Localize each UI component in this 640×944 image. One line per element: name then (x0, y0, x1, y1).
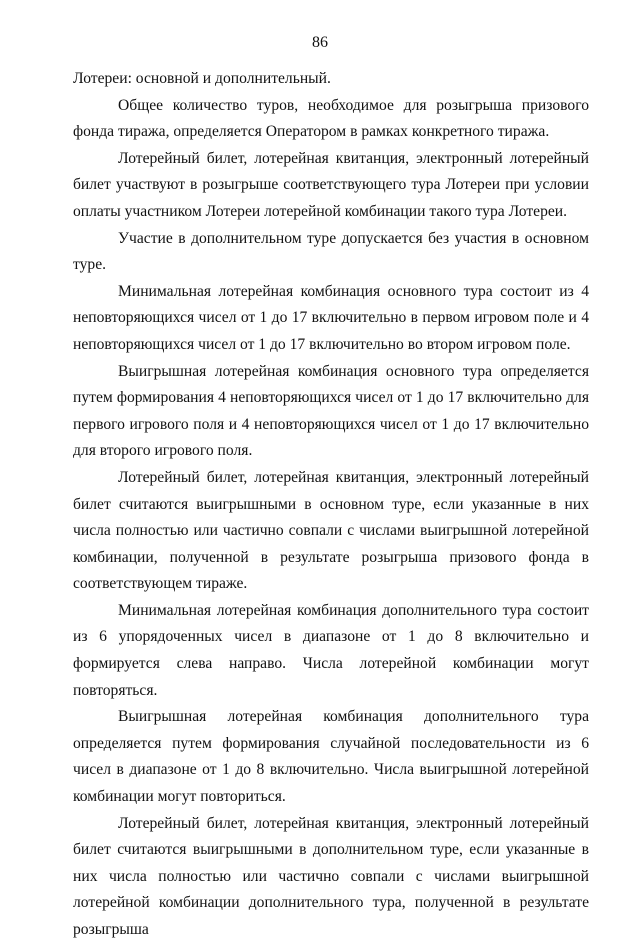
paragraph-participation-payment: Лотерейный билет, лотерейная квитанция, электронный лотерейный билет участвуют в розыгрыше соответствующего тура Лотереи при условии оплаты участником Лотереи лотерейной комбинации такого тура Лотереи. (73, 149, 589, 220)
paragraph-main-winning-combination: Выигрышная лотерейная комбинация основного тура определяется путем формирования 4 неповторяющихся чисел от 1 до 17 включительно для первого игрового поля и 4 неповторяющихся чисел от 1 до 17 включительно для второго игрового поля. (73, 362, 589, 460)
paragraph-additional-round: Участие в дополнительном туре допускается без участия в основном туре. (73, 229, 589, 274)
page-number: 86 (312, 34, 328, 51)
paragraph-additional-winning-tickets: Лотерейный билет, лотерейная квитанция, электронный лотерейный билет считаются выигрышными в дополнительном туре, если указанные в них числа полностью или частично совпали с числами выигрышной лотерейной комбинации дополнительного тура, полученной в результате розыгрыша (73, 814, 589, 938)
paragraph-additional-min-combination: Минимальная лотерейная комбинация дополнительного тура состоит из 6 упорядоченных чисел в диапазоне от 1 до 8 включительно и формируется слева направо. Числа лотерейной комбинации могут повторяться. (73, 601, 589, 699)
paragraph-rounds-count: Общее количество туров, необходимое для розыгрыша призового фонда тиража, определяется Оператором в рамках конкретного тиража. (73, 96, 589, 141)
document-body (73, 66, 589, 944)
paragraph-main-winning-tickets: Лотерейный билет, лотерейная квитанция, электронный лотерейный билет считаются выигрышными в основном туре, если указанные в них числа полностью или частично совпали с числами выигрышной лотерейной комбинации, полученной в результате розыгрыша призового фонда в соответствующем тираже. (73, 468, 589, 593)
paragraph-additional-winning-combination: Выигрышная лотерейная комбинация дополнительного тура определяется путем формирования случайной последовательности из 6 чисел в диапазоне от 1 до 8 включительно. Числа выигрышной лотерейной комбинации могут повториться. (73, 708, 589, 806)
paragraph-continuation: Лотереи: основной и дополнительный. (73, 70, 331, 87)
paragraph-main-min-combination: Минимальная лотерейная комбинация основного тура состоит из 4 неповторяющихся чисел от 1 до 17 включительно в первом игровом поле и 4 неповторяющихся чисел от 1 до 17 включительно во втором игровом поле. (73, 282, 589, 353)
